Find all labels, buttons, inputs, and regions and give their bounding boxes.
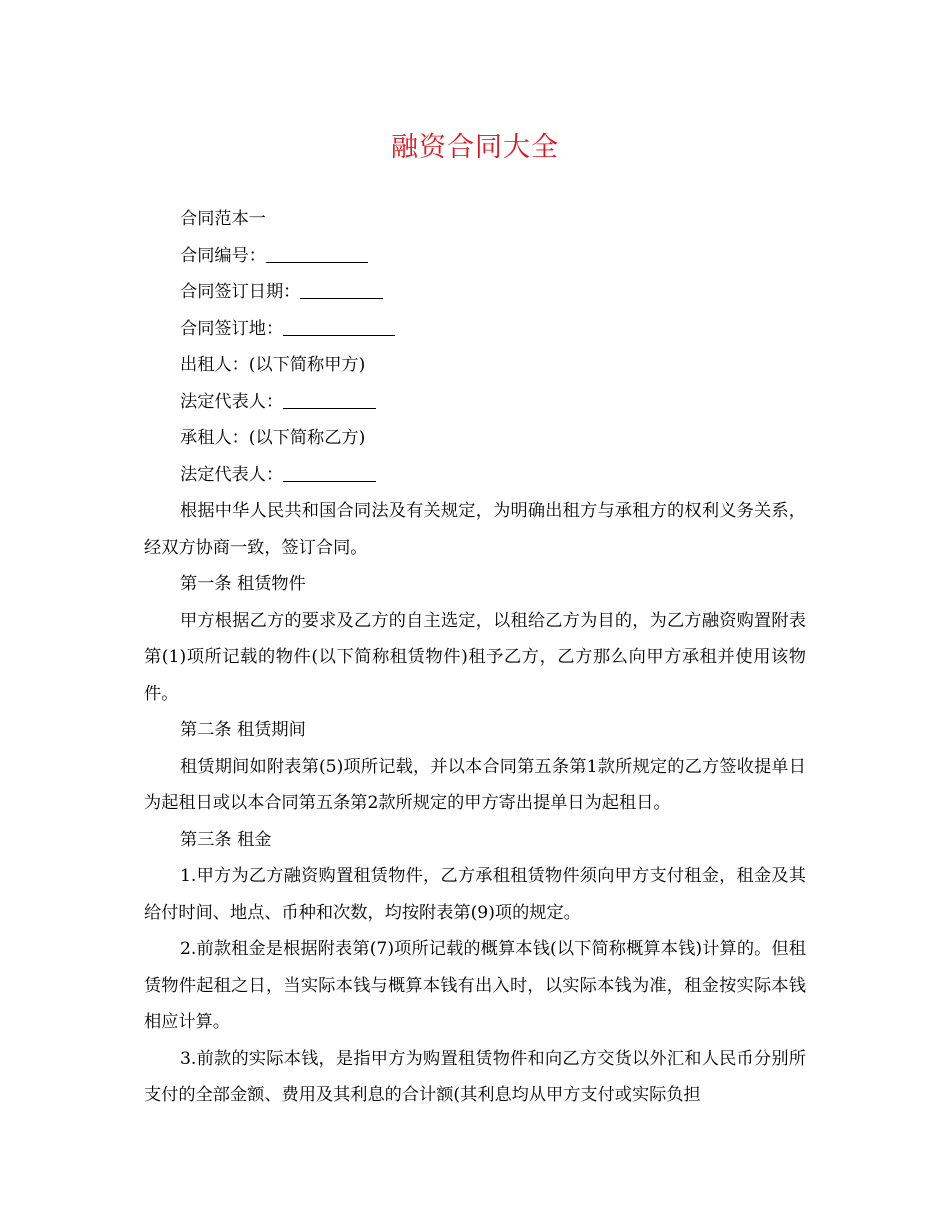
- article-paragraph: 租赁期间如附表第(5)项所记载，并以本合同第五条第1款所规定的乙方签收提单日为起租日或以本合同第五条第2款所规定的甲方寄出提单日为起租日。: [144, 756, 806, 813]
- contract-number-line: [144, 238, 806, 275]
- lessor-line: [144, 347, 806, 384]
- article-heading: 第三条 租金: [180, 829, 272, 850]
- lessee-line: [144, 420, 806, 457]
- lessor-representative-label: 法定代表人：: [180, 391, 284, 412]
- lessee-representative-label: 法定代表人：: [180, 464, 284, 485]
- sign-place-blank: [283, 317, 395, 335]
- sign-place-line: [144, 311, 806, 348]
- article-paragraph: 2.前款租金是根据附表第(7)项所记载的概算本钱(以下简称概算本钱)计算的。但租赁物件起租之日，当实际本钱与概算本钱有出入时，以实际本钱为准，租金按实际本钱相应计算。: [144, 939, 806, 1032]
- sign-place-label: 合同签订地：: [180, 318, 284, 339]
- document-title: 融资合同大全: [391, 132, 559, 163]
- lessee-label: 承租人：(以下简称乙方): [180, 428, 366, 448]
- article-paragraph: 3.前款的实际本钱，是指甲方为购置租赁物件和向乙方交货以外汇和人民币分别所支付的全部金额、费用及其利息的合计额(其利息均从甲方支付或实际负担: [144, 1048, 806, 1105]
- lessee-representative-blank: [283, 463, 376, 481]
- lessee-representative-line: [144, 457, 806, 494]
- article-heading: 第二条 租赁期间: [180, 720, 306, 740]
- contract-number-label: 合同编号：: [180, 245, 266, 266]
- document-body: [144, 201, 806, 1114]
- article-paragraph: 1.甲方为乙方融资购置租赁物件，乙方承租租赁物件须向甲方支付租金，租金及其给付时间、地点、币种和次数，均按附表第(9)项的规定。: [144, 866, 806, 923]
- contract-number-blank: [266, 244, 368, 262]
- lessor-representative-line: [144, 384, 806, 421]
- sign-date-label: 合同签订日期：: [180, 282, 301, 302]
- lessor-representative-blank: [283, 390, 376, 408]
- lessor-label: 出租人：(以下简称甲方): [180, 355, 366, 375]
- sign-date-blank: [300, 281, 383, 299]
- sign-date-line: [144, 274, 806, 311]
- sample-label: 合同范本一: [180, 209, 266, 229]
- article-paragraph: 甲方根据乙方的要求及乙方的自主选定，以租给乙方为目的，为乙方融资购置附表第(1)项所记载的物件(以下简称租赁物件)租予乙方，乙方那么向甲方承租并使用该物件。: [144, 610, 806, 704]
- article-heading: 第一条 租赁物件: [180, 574, 306, 594]
- preamble-paragraph: 根据中华人民共和国合同法及有关规定，为明确出租方与承租方的权利义务关系，经双方协商一致，签订合同。: [144, 501, 806, 558]
